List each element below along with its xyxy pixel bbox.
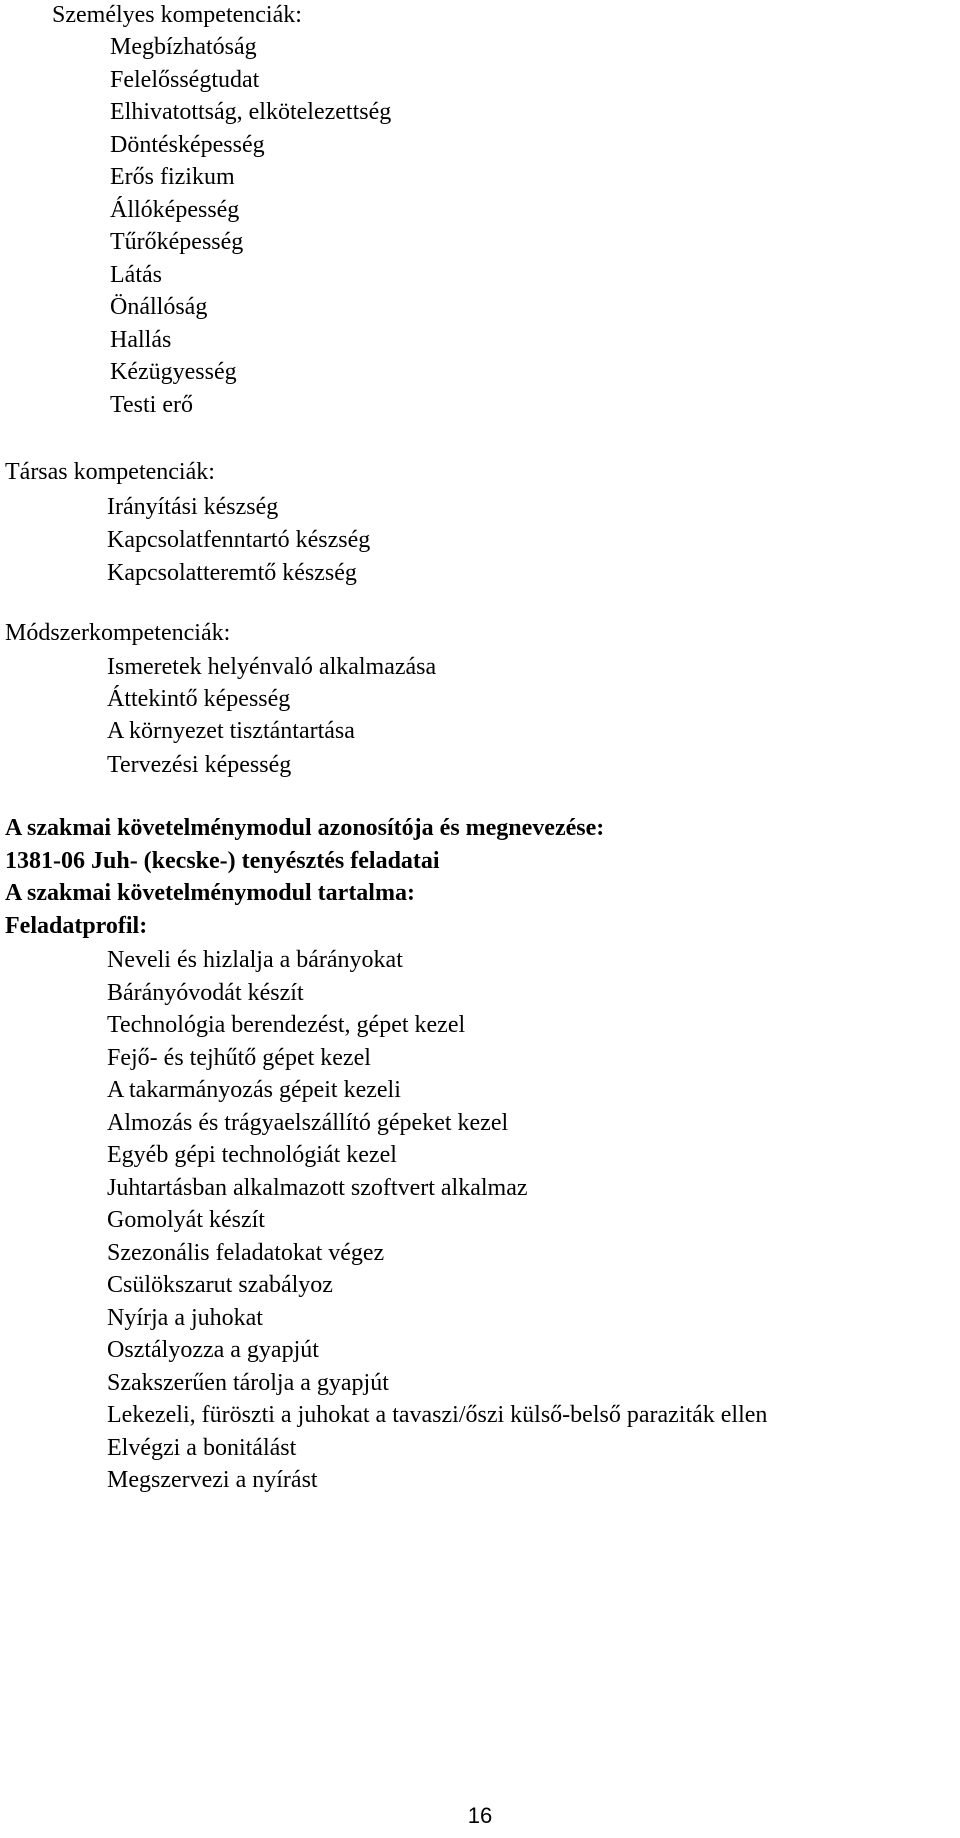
list-item: Lekezeli, füröszti a juhokat a tavaszi/őszi külső-belső paraziták ellen (107, 1402, 768, 1428)
list-item: Nyírja a juhokat (107, 1305, 263, 1331)
list-item: Elvégzi a bonitálást (107, 1435, 297, 1461)
list-item: Ismeretek helyénvaló alkalmazása (107, 654, 437, 680)
method-competencies-heading: Módszerkompetenciák: (5, 620, 231, 646)
module-id-heading: A szakmai követelménymodul azonosítója és megnevezése: (5, 815, 605, 841)
social-competencies-heading: Társas kompetenciák: (5, 459, 215, 485)
list-item: Tűrőképesség (110, 229, 244, 255)
list-item: Tervezési képesség (107, 752, 292, 778)
list-item: Szezonális feladatokat végez (107, 1240, 385, 1266)
list-item: A környezet tisztántartása (107, 718, 355, 744)
list-item: Hallás (110, 327, 172, 353)
list-item: Kapcsolatteremtő készség (107, 560, 357, 586)
list-item: Technológia berendezést, gépet kezel (107, 1012, 466, 1038)
list-item: Egyéb gépi technológiát kezel (107, 1142, 397, 1168)
list-item: Gomolyát készít (107, 1207, 265, 1233)
list-item: Látás (110, 262, 162, 288)
list-item: Neveli és hizlalja a bárányokat (107, 947, 403, 973)
list-item: Önállóság (110, 294, 208, 320)
list-item: Irányítási készség (107, 494, 279, 520)
list-item: A takarmányozás gépeit kezeli (107, 1077, 401, 1103)
list-item: Felelősségtudat (110, 67, 260, 93)
module-content-heading: A szakmai követelménymodul tartalma: (5, 880, 415, 906)
list-item: Testi erő (110, 392, 193, 418)
list-item: Áttekintő képesség (107, 686, 291, 712)
list-item: Szakszerűen tárolja a gyapjút (107, 1370, 389, 1396)
list-item: Csülökszarut szabályoz (107, 1272, 333, 1298)
page-number: 16 (467, 1803, 493, 1828)
list-item: Bárányóvodát készít (107, 980, 304, 1006)
list-item: Állóképesség (110, 197, 240, 223)
module-id-value: 1381-06 Juh- (kecske-) tenyésztés feladatai (5, 848, 440, 874)
list-item: Kapcsolatfenntartó készség (107, 527, 371, 553)
list-item: Elhivatottság, elkötelezettség (110, 99, 392, 125)
task-profile-heading: Feladatprofil: (5, 913, 148, 939)
list-item: Almozás és trágyaelszállító gépeket kezel (107, 1110, 509, 1136)
list-item: Osztályozza a gyapjút (107, 1337, 319, 1363)
list-item: Megszervezi a nyírást (107, 1467, 318, 1493)
list-item: Erős fizikum (110, 164, 235, 190)
list-item: Megbízhatóság (110, 34, 257, 60)
list-item: Döntésképesség (110, 132, 265, 158)
list-item: Juhtartásban alkalmazott szoftvert alkalmaz (107, 1175, 528, 1201)
personal-competencies-heading: Személyes kompetenciák: (52, 2, 302, 28)
list-item: Fejő- és tejhűtő gépet kezel (107, 1045, 371, 1071)
list-item: Kézügyesség (110, 359, 237, 385)
